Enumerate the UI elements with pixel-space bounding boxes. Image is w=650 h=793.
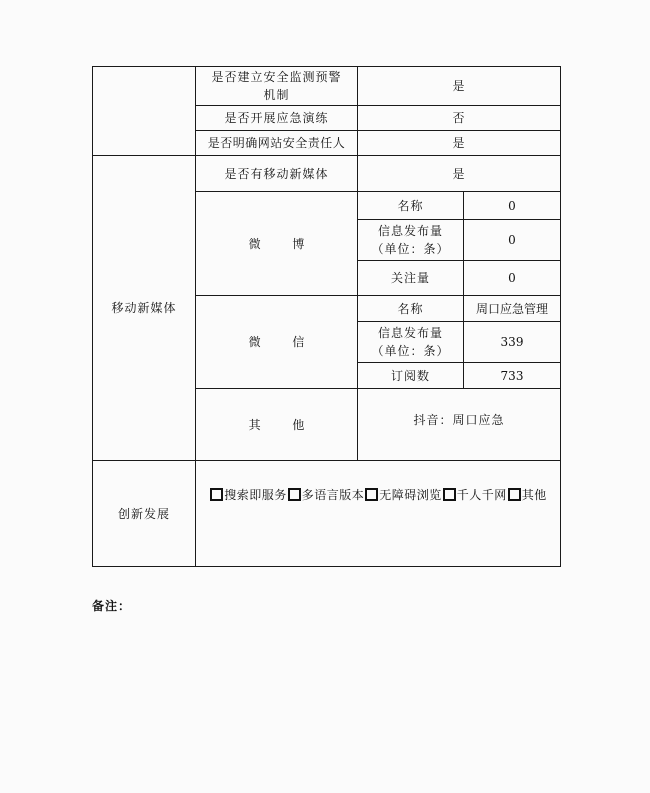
wechat-posts-field: 信息发布量 （单位：条） <box>371 326 450 358</box>
wechat-subscribers-value: 733 <box>500 368 524 383</box>
wechat-subscribers-field: 订阅数 <box>390 368 430 383</box>
weibo-followers-value: 0 <box>508 271 516 285</box>
checkbox-icon[interactable] <box>508 488 521 501</box>
security-monitoring-label: 是否建立安全监测预警 机制 <box>211 70 342 102</box>
security-officer-label: 是否明确网站安全责任人 <box>207 136 346 150</box>
has-mobile-media-label: 是否有移动新媒体 <box>224 166 329 181</box>
weibo-posts-value: 0 <box>508 233 516 247</box>
option-label: 其他 <box>521 488 547 502</box>
table-border-right <box>560 66 561 567</box>
has-mobile-media-value: 是 <box>452 166 466 181</box>
other-media-label: 其 他 <box>248 417 319 432</box>
checkbox-icon[interactable] <box>443 488 456 501</box>
wechat-label: 微 信 <box>248 335 319 349</box>
checkbox-icon[interactable] <box>210 488 223 501</box>
other-media-value: 抖音：周口应急 <box>413 413 505 427</box>
option-other[interactable] <box>507 486 547 503</box>
innovation-options <box>196 460 560 566</box>
option-label: 千人千网 <box>456 488 507 502</box>
option-label: 无障碍浏览 <box>379 488 442 502</box>
option-label: 多语言版本 <box>301 488 365 502</box>
table-border-bottom <box>92 566 561 567</box>
security-officer-value: 是 <box>452 136 466 150</box>
weibo-posts-field: 信息发布量 （单位：条） <box>371 224 450 256</box>
mobile-media-section-label: 移动新媒体 <box>111 301 177 315</box>
option-search-as-service[interactable] <box>209 486 287 503</box>
checkbox-icon[interactable] <box>365 488 378 501</box>
innovation-section-label: 创新发展 <box>117 506 170 521</box>
weibo-label: 微 博 <box>248 236 319 251</box>
weibo-name-field: 名称 <box>397 198 424 213</box>
weibo-name-value: 0 <box>508 198 516 213</box>
option-label: 搜索即服务 <box>224 488 287 502</box>
emergency-drill-value: 否 <box>452 111 466 125</box>
option-multilingual[interactable] <box>287 486 365 503</box>
weibo-followers-field: 关注量 <box>390 271 430 285</box>
option-accessibility[interactable] <box>364 486 442 503</box>
option-personalized[interactable] <box>442 486 507 503</box>
security-monitoring-value: 是 <box>452 79 466 93</box>
remarks-label: 备注： <box>92 599 132 613</box>
emergency-drill-label: 是否开展应急演练 <box>224 111 329 125</box>
wechat-posts-value: 339 <box>500 335 524 349</box>
wechat-name-field: 名称 <box>397 301 424 316</box>
checkbox-icon[interactable] <box>288 488 301 501</box>
wechat-name-value: 周口应急管理 <box>475 301 548 316</box>
